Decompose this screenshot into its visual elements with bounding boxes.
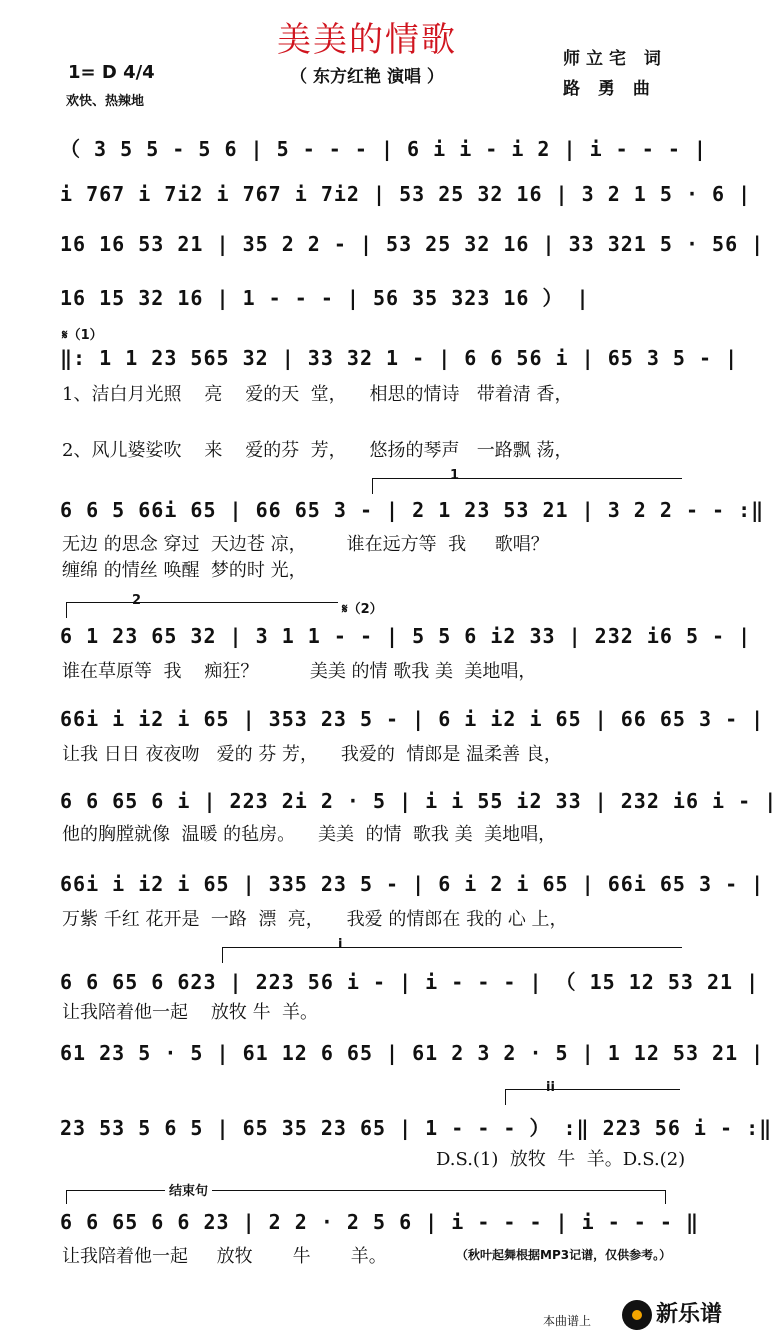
lyric-row-6b: 缠绵 的情丝 唤醒 梦的时 光， [62,560,307,581]
notation-row-11: 6 6 65 6 623 | 223 56 i - | i - - - | （ 15 12 53 21 | [60,970,760,994]
lyric-row-5a: 1、洁白月光照 亮 爱的天 堂， 相思的情诗 带着清 香， [62,384,573,405]
segno-1: 𝄋（1） [62,328,103,343]
notation-row-9: 6 6 65 6 i | 223 2i 2 · 5 | i i 55 i2 33 | 232 i6 i - | [60,789,777,813]
lyric-row-14: 让我陪着他一起 放牧 牛 羊。 [62,1246,387,1267]
notation-row-3: 16 16 53 21 | 35 2 2 - | 53 25 32 16 | 33 321 5 · 56 | [60,232,765,256]
volta-2-line [66,602,338,603]
lyric-row-9: 他的胸膛就像 温暖 的毡房。 美美 的情 歌我 美 美地唱， [62,824,557,845]
volta-2-label: 2 [132,593,142,608]
volta-3-line [222,947,682,948]
key-signature: 1= D 4/4 [68,62,155,83]
lyric-row-10: 万紫 千红 花开是 一路 漂 亮， 我爱 的情郎在 我的 心 上， [62,909,568,930]
notation-row-13: 23 53 5 6 5 | 65 35 23 65 | 1 - - - ） :‖ 223 56 i - :‖ [60,1116,773,1140]
notation-row-7: 6 1 23 65 32 | 3 1 1 - - | 5 5 6 i2 33 | 232 i6 5 - | [60,624,752,648]
notation-row-12: 61 23 5 · 5 | 61 12 6 65 | 61 2 3 2 · 5 | 1 12 53 21 | [60,1041,765,1065]
coda-line [66,1190,666,1191]
coda-edge-left [66,1190,67,1204]
lyric-row-5b: 2、风儿婆娑吹 来 爱的芬 芳， 悠扬的琴声 一路飘 荡， [62,440,573,461]
tempo-marking: 欢快、热辣地 [66,94,145,109]
composer-credit: 路 勇 曲 [563,79,656,99]
notation-row-14: 6 6 65 6 6 23 | 2 2 · 2 5 6 | i - - - | i - - - ‖ [60,1210,700,1234]
song-title: 美美的情歌 [277,20,457,60]
volta-3-edge [222,947,223,963]
volta-1-line [372,478,682,479]
record-icon [622,1300,652,1330]
notation-row-4: 16 15 32 16 | 1 - - - | 56 35 323 16 ） | [60,286,590,310]
brand-name: 新乐谱 [655,1302,722,1327]
lyric-row-11: 让我陪着他一起 放牧 牛 羊。 [62,1002,319,1023]
transcription-note: （秋叶起舞根据MP3记谱，仅供参考。） [456,1248,672,1262]
notation-row-6: 6 6 5 66i 65 | 66 65 3 - | 2 1 23 53 21 | 3 2 2 - - :‖ [60,498,765,522]
notation-row-10: 66i i i2 i 65 | 335 23 5 - | 6 i 2 i 65 | 66i 65 3 - | [60,872,765,896]
volta-3-label: i [338,937,343,952]
lyric-row-13: D.S.(1) 放牧 牛 羊。D.S.(2) [436,1149,686,1170]
source-label: 本曲谱上 [543,1314,592,1328]
coda-edge-right [665,1190,666,1204]
notation-row-2: i 767 i 7i2 i 767 i 7i2 | 53 25 32 16 | 3 2 1 5 · 6 | [60,182,752,206]
volta-4-label: ii [546,1080,555,1095]
volta-4-edge [505,1089,506,1105]
performer-subtitle: （ 东方红艳 演唱 ） [290,67,444,87]
volta-1-label: 1 [450,468,460,483]
lyric-row-6a: 无边 的思念 穿过 天边苍 凉， 谁在远方等 我 歌唱？ [62,534,549,555]
notation-row-5: ‖: 1 1 23 565 32 | 33 32 1 - | 6 6 56 i | 65 3 5 - | [60,346,739,370]
notation-row-8: 66i i i2 i 65 | 353 23 5 - | 6 i i2 i 65 | 66 65 3 - | [60,707,765,731]
segno-2: 𝄋（2） [342,602,383,617]
brand-logo [622,1297,722,1330]
volta-2-edge [66,602,67,618]
volta-1-edge [372,478,373,494]
lyricist-credit: 师立宅 词 [563,49,667,69]
lyric-row-8: 让我 日日 夜夜吻 爱的 芬 芳， 我爱的 情郎是 温柔善 良， [62,744,562,765]
notation-row-1: （ 3 5 5 - 5 6 | 5 - - - | 6 i i - i 2 | i - - - | [60,137,707,161]
lyric-row-7: 谁在草原等 我 痴狂？ 美美 的情 歌我 美 美地唱， [62,661,537,682]
coda-label: 结束句 [165,1180,212,1199]
volta-4-line [505,1089,680,1090]
